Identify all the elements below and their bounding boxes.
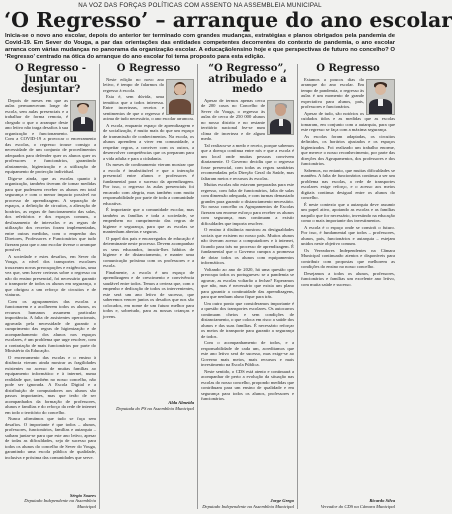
author-signature (5, 493, 96, 510)
article-paragraph: É neste contexto que a autarquia deve assumir um papel ativo, apoiando as escolas e as famílias naquilo que for necessário, investindo na educação como o mais importante dos investimentos. (301, 201, 395, 223)
article-paragraph: O encerramento das escolas e o ensino à distância vieram ainda mostrar as fragilidades existentes no acesso de muitas famílias ao equipamento informático e à internet, numa realidade que, também no nosso concelho, não pode ser ignorada. A Escola Digital e a distribuição de computadores aos alunos são passos importantes, mas que terão de ser acompanhados da formação de professores, alunos e famílias e do reforço da rede de internet em todo o território do concelho. (5, 354, 96, 415)
article-paragraph: É importante que a comunidade escolar, mas também as famílias e toda a sociedade, se empenhem no cumprimento das regras de higiene e segurança, para que as escolas se mantenham abertas e seguras. (103, 207, 194, 234)
article-paragraph: Os Vereadores Independentes na Câmara Municipal continuarão atentos e disponíveis para contribuir com propostas que melhorem as condições do ensino no nosso concelho. (301, 247, 395, 269)
author-photo (166, 79, 194, 115)
article-paragraph: Apesar de tudo, são notórios os cuidados tidos e as medidas que as escolas tomaram, em conjunto com a autarquia, para que este regresso se faça com a máxima segurança. (301, 110, 395, 132)
author-photo (267, 100, 294, 135)
article-paragraph: Finalmente, a escola é um espaço de aprendizagem e de crescimento e convivência saudável entre todos. Temos a certeza que, com o empenho e dedicação de todos os intervenientes, este será um ano letivo de sucesso, que saberemos vencer juntos os desafios que nos são colocados, em nome de um futuro melhor para todos e, sobretudo, para as nossas crianças e jovens. (103, 269, 194, 319)
article-title: O Regresso - Juntar ou desjuntar? (14, 63, 87, 95)
page-headline: ‘O Regresso’ – arranque do ano escolar (4, 8, 452, 32)
article-paragraph: Depois de meses em que as aulas permaneceram longe de escola, sem aulas presenciais e a trabalhar de forma remota, é chegado o que o arranque deste ano letivo não traga desafios à sua organização e funcionamento. Com a COVID-19 a provocar o encerramento das escolas, o regresso trouxe consigo a necessidade de um conjunto de procedimentos adequados para defender quer os alunos quer os professores e funcionários, garantindo afastamento, higienização e a utilização de equipamento de protecção individual. (5, 97, 96, 174)
article-paragraph: A sociedade e estes desafios, em Sever do Vouga, a nível dos transportes escolares trouxeram novas preocupações e exigências, uma vez que, sem haver certezas sobre o regresso ou não do ensino presencial, foi necessário garantir o transporte de todos os alunos em segurança, o que obrigou a um reforço de circuitos e de viaturas. (5, 253, 96, 297)
author-name: Alda Almeida (168, 400, 194, 405)
article-paragraph: Diga-se ainda, que as escolas quanto à organização, também tiveram de tomar medidas para que pudessem receber os alunos em total segurança e com o menor impacto possível no processo de aprendizagem. A separação de espaços, a definição de circuitos, a alteração de horários, as regras de funcionamento das salas, dos refeitórios e dos espaços comuns, o desfasamento de intervalos e as regras de utilização dos recreios foram implementadas, entre outras medidas, com o empenho dos Diretores, Professores e Funcionários que tudo fizeram para que o ano escolar tivesse o arranque possível. (5, 175, 96, 252)
author-role: Deputada do PS na Assembleia Municipal (116, 405, 194, 411)
column-divider (99, 64, 100, 509)
author-role: Deputado Independente na Assembleia Municipal (24, 498, 96, 509)
article-paragraph: As escolas foram adaptadas, os circuitos definidos, os horários ajustados e os espaços higienizados. Foi realizado um trabalho enorme, que merece o nosso reconhecimento, por parte das direções dos Agrupamentos, dos professores e dos funcionários. (301, 133, 395, 166)
author-role: Deputado Independente na Assembleia Municipal (202, 503, 294, 509)
article-paragraph: Um outro ponto que consideramos importante é a questão dos transportes escolares. Os autocarros continuam cheios e sem condições de distanciamento, o que coloca em risco a saúde dos alunos e das suas famílias. É necessário reforçar os meios de transporte para garantir a segurança de todos. (201, 300, 294, 339)
article-title: O Regresso (116, 63, 181, 74)
article-paragraph: O papel dos pais e encarregados de educação é determinante neste processo. Devem acompanhar os seus educandos, incutir-lhes hábitos de higiene e de distanciamento, e manter uma comunicação próxima com os professores e a escola. (103, 235, 194, 268)
article-paragraph: Com os agrupamentos das escolas a funcionarem e a acolherem todos os alunos, os recursos humanos assumem particular importância. A falta de assistentes operacionais, agravada pela necessidade de garantir o cumprimento das regras de higienização e de acompanhamento dos alunos nos espaços escolares, é um problema que urge resolver, com a contratação de mais funcionários por parte do Ministério da Educação. (5, 298, 96, 353)
article-paragraph: A escola, enquanto espaço de aprendizagem e de socialização, é muito mais do que um espaço de transmissão de conhecimentos. Na escola, os alunos aprendem a viver em comunidade, a respeitar regras, a conviver com os outros, a desenvolver competências que os preparam para a vida adulta e para a cidadania. (103, 122, 194, 161)
article-paragraph: Desejamos a todos os alunos, professores, funcionários e famílias um excelente ano letivo, com muita saúde e sucesso. (301, 270, 395, 287)
article-title: “O Regresso”, atribulado e a medo (208, 63, 287, 95)
author-name: Sérgio Soares (69, 492, 96, 498)
article-paragraph: Tal realizou-se a medo e receio, porque sabemos que a doença continua entre nós e que a escola é um local onde muitas pessoas convivem diariamente. O Governo decidiu que o regresso fosse presencial, com todas as regras sanitárias recomendadas pela Direção Geral da Saúde, mas faltaram meios e recursos às escolas. (201, 142, 294, 181)
article-paragraph: A escola é o espaço onde se constrói o futuro. Por isso, é fundamental que todos – professores, alunos, pais, funcionários e autarquia – estejam unidos neste objetivo comum. (301, 224, 395, 246)
article-paragraph: Com o acompanhamento de todos, e a responsabilidade de cada um, acreditamos que este ano letivo será de sucesso, mas exige-se ao Governo mais meios, mais recursos e mais investimento na Escola Pública. (201, 340, 294, 367)
author-photo (366, 79, 395, 115)
author-signature (202, 498, 294, 509)
article-column-4 (301, 64, 395, 509)
author-signature (116, 400, 194, 411)
article-paragraph: Neste edição no novo ano letivo, é tempo de falarmos do regresso à escola. (103, 76, 164, 93)
article-paragraph: Nunca afirmámos que tudo se faça sem desafios. O importante é que todos – alunos, professores, funcionários, famílias e autarquia – saibam juntar-se para que este ano letivo, apesar de todas as dificuldades, seja de sucesso para todos os alunos do concelho de Sever do Vouga, garantindo uma escola pública de qualidade, inclusiva e próxima das comunidades que serve. (5, 416, 96, 460)
section-kicker: NA VOZ DAS FORÇAS POLÍTICAS COM ASSENTO NA ASSEMBLEIA MUNICIPAL (78, 2, 322, 9)
lead-paragraph: Inicia-se o novo ano escolar, depois do anterior ter terminado com grandes mudanças, estratégias e planos obrigados pela pandemia de Covid-19. Em Sever do Vouga, a par das orientações das entidades competentes decorrentes do contexto de pandemia, o ano escolar arranca com várias mudanças no panorama da organização escolar. A educação/ensino hoje e que perspectivas de futuro no concelho? O ‘Regresso’ centrado na ótica do arranque do ano escolar foi tema proposto para esta edição. (5, 33, 395, 60)
article-title: O Regresso (316, 63, 380, 74)
article-paragraph: O ensino à distância mostrou as desigualdades sociais que existem no nosso país. Muitos alunos não tiveram acesso a computadores e à internet, ficando para trás no processo de aprendizagem. É fundamental que o Governo cumpra a promessa de dotar todos os alunos com equipamentos informáticos. (201, 227, 294, 265)
author-role: Vereador do CDS na Câmara Municipal (320, 503, 395, 509)
author-name: Ricardo Silva (369, 498, 395, 503)
column-divider (297, 64, 298, 509)
article-paragraph: Neste sentido, o CDS está atento e continuará a acompanhar de perto a evolução da situação nas escolas do nosso concelho, propondo medidas que contribuam para um ensino de qualidade e em segurança para todos os alunos, professores e funcionários. (201, 368, 294, 401)
author-photo (70, 100, 96, 132)
article-body (201, 98, 294, 402)
author-name: Jorge Grego (270, 498, 294, 503)
article-paragraph: Estamos a poucos dias do arranque do ano escolar. Em tempo de pandemia, o regresso às aulas é um momento de grande expectativa para alunos, pais, professores e funcionários. (301, 76, 364, 109)
article-paragraph: Esta é, sem dúvida, uma temática que a todos interessa. Entre incertezas, receios e sentimentos de que o regresso é acima de tudo necessário, o ano escolar arrancou. (103, 94, 194, 121)
article-column-3 (201, 64, 294, 509)
article-body (5, 98, 96, 461)
article-paragraph: Voltando ao ano de 2020, há uma questão que preocupa todos os portugueses: se a pandemia se agravar, as escolas voltarão a fechar? Esperamos que não, mas é necessário que exista um plano para garantir a continuidade das aprendizagens, para que nenhum aluno fique para trás. (201, 266, 294, 299)
article-column-2 (103, 64, 194, 509)
article-paragraph: Apesar de termos apenas cerca de 200 casos no Concelho de Sever do Vouga, o regresso às aulas de cerca de 250 000 alunos no nosso distrito e no restante território nacional fez-se num clima de incerteza e de algum medo. (201, 97, 265, 141)
article-paragraph: Os meses de confinamento vieram mostrar que a escola é insubstituível e que a interação presencial entre alunos e professores é fundamental para o sucesso da aprendizagem. Por isso, o regresso às aulas presenciais foi encarado com alegria, mas também com muita responsabilidade por parte de toda a comunidade educativa. (103, 162, 194, 206)
article-paragraph: Sabemos, no entanto, que muitas dificuldades se mantêm. A falta de funcionários continua a ser um problema nas escolas, a rede de transportes escolares exige reforço, e o acesso aos meios digitais continua desigual entre os alunos do concelho. (301, 167, 395, 200)
article-paragraph: Muitas escolas não estavam preparadas para este regresso, com falta de funcionários, falta de salas com dimensão adequada, e com turmas demasiado grandes para garantir o distanciamento necessário. No nosso concelho os Agrupamentos de Escolas fizeram um enorme esforço para receber os alunos com segurança, mas continuam a existir dificuldades que importa resolver. (201, 182, 294, 226)
author-signature (321, 498, 395, 509)
article-column-1 (5, 64, 96, 509)
column-divider (197, 64, 198, 509)
